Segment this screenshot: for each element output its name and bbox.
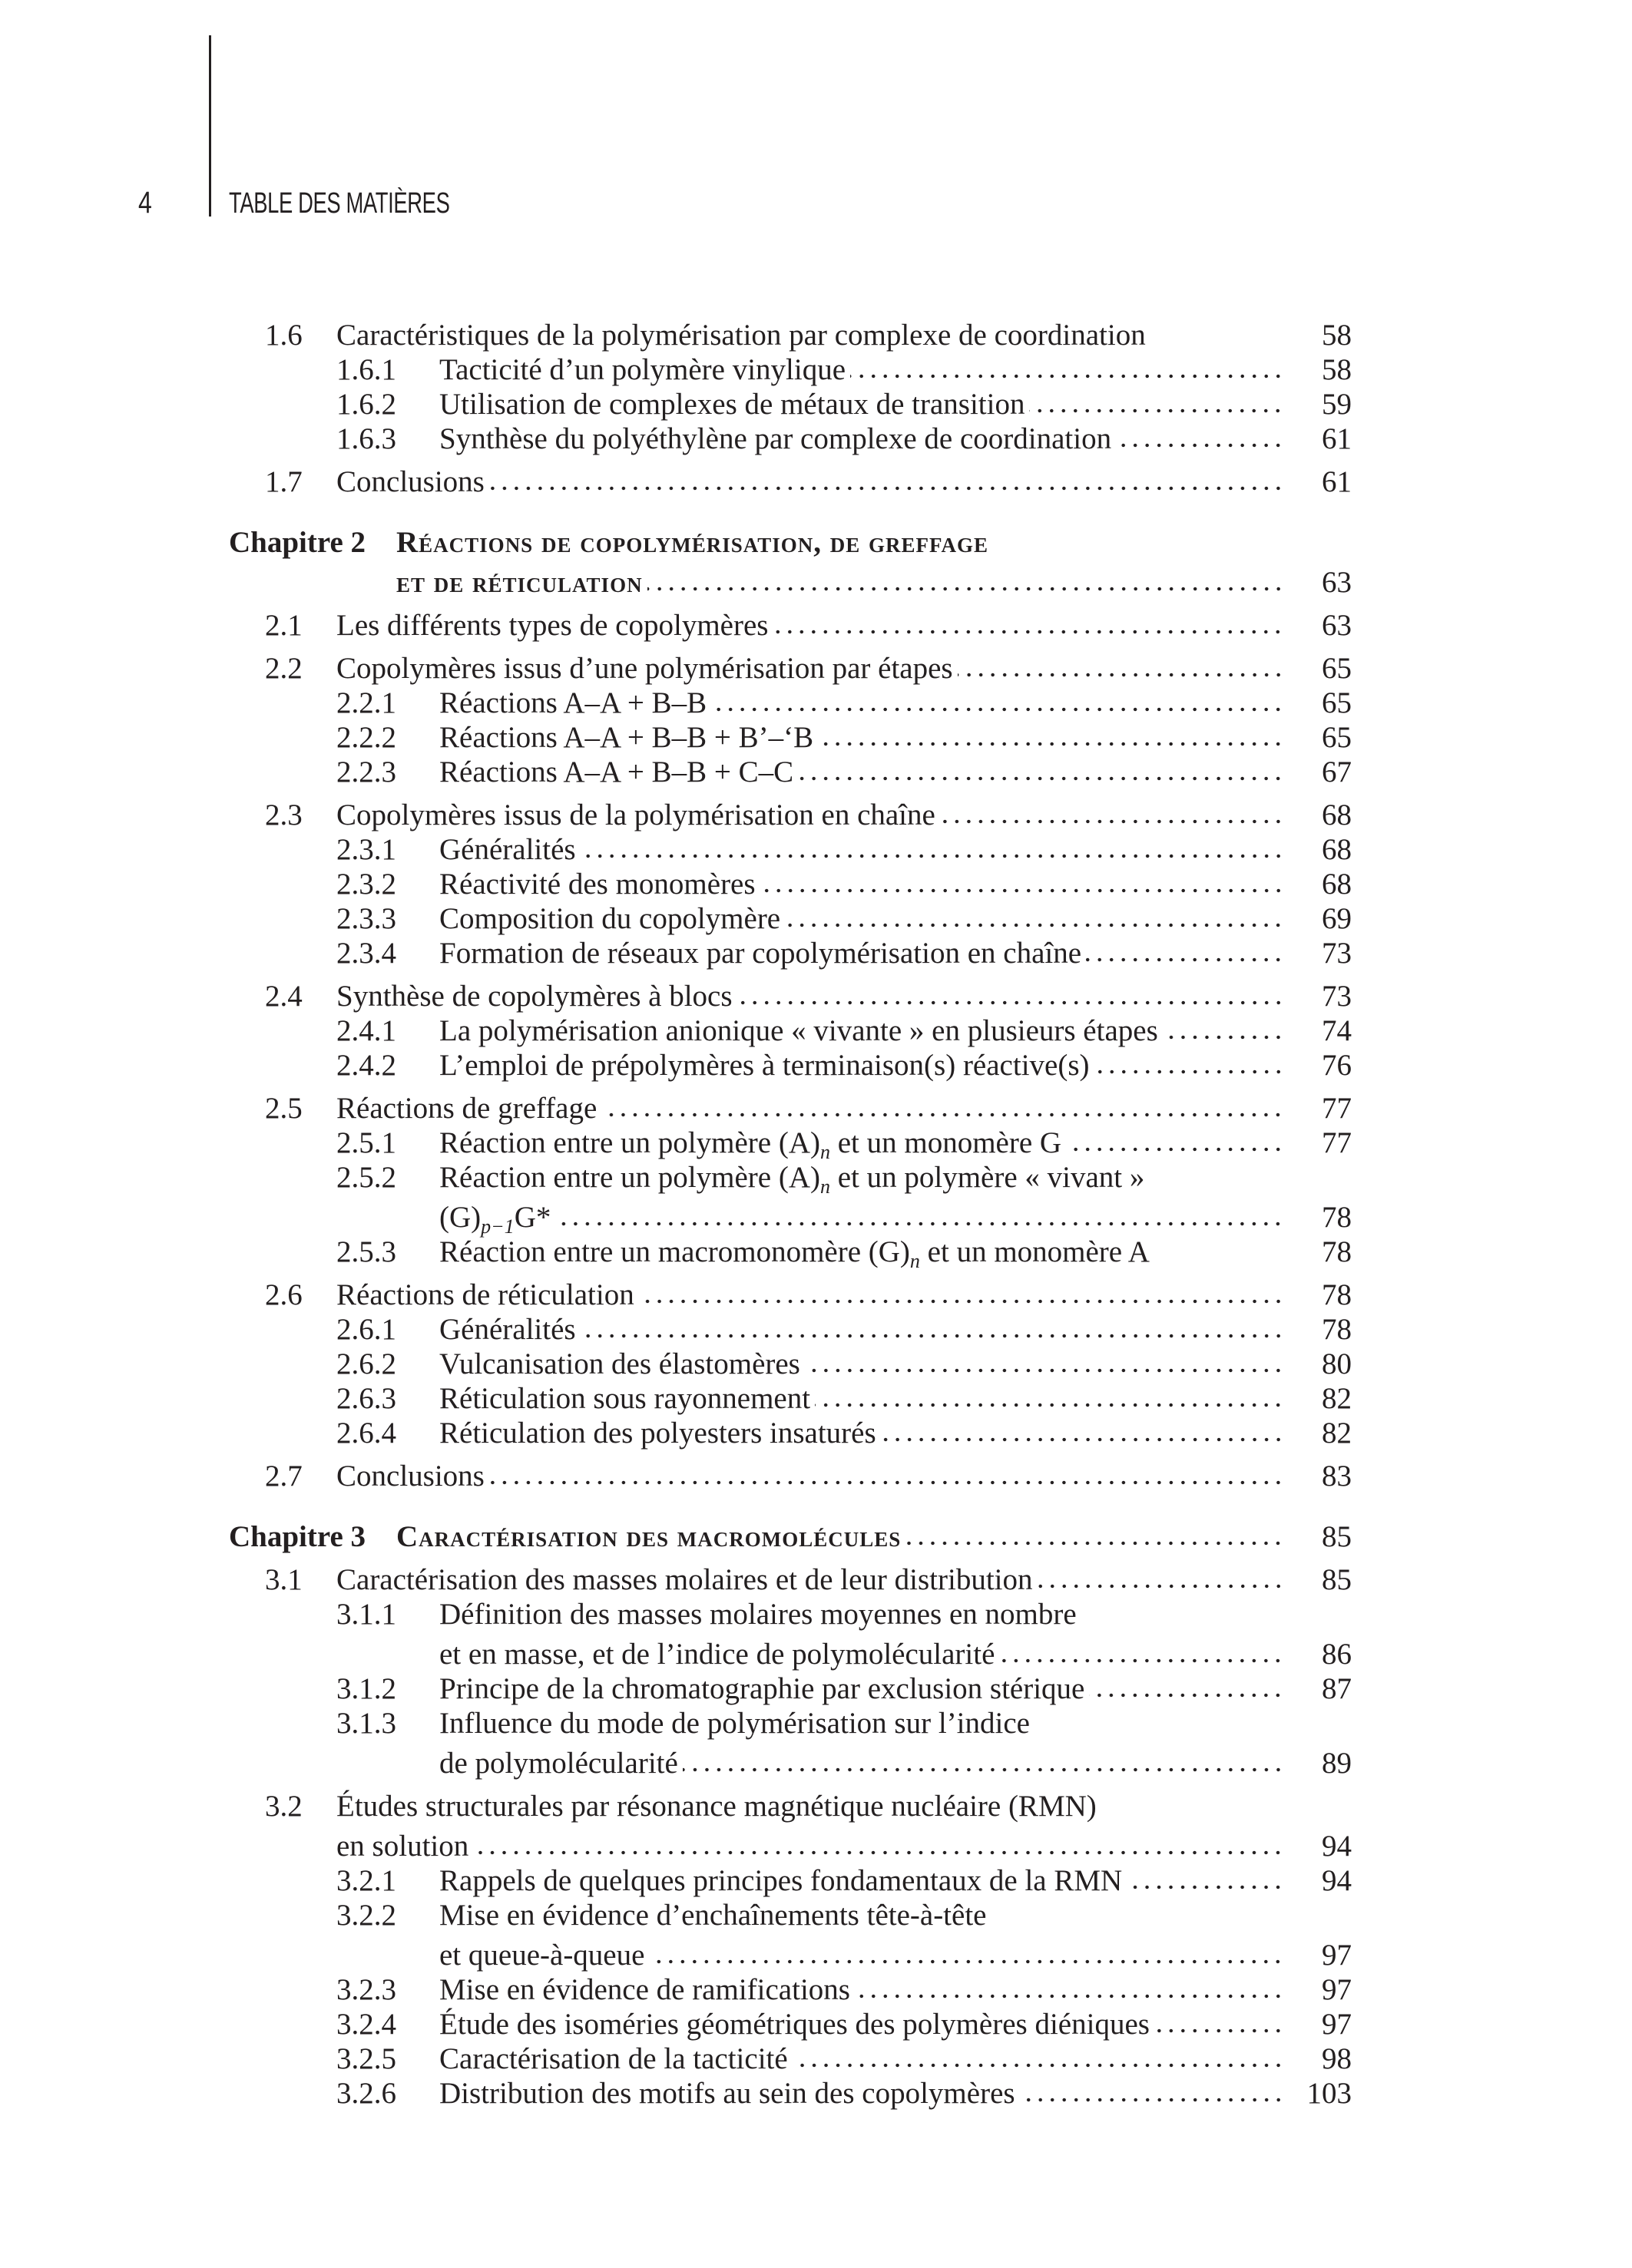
dot-leader — [711, 706, 1284, 712]
entry-page-number: 89 — [1322, 1747, 1352, 1780]
entry-page-number: 77 — [1322, 1126, 1352, 1159]
entry-number: 2.6.3 — [336, 1382, 396, 1415]
dot-leader — [805, 1367, 1284, 1374]
toc-entry-continuation[interactable] — [0, 560, 1352, 600]
entry-number: 2.3 — [265, 798, 303, 831]
entry-title: L’emploi de prépolymères à terminaison(s) réactive(s) — [439, 1049, 1090, 1082]
entry-title: Réactions de copolymérisation, de greffage — [396, 526, 989, 559]
dot-leader — [940, 818, 1284, 825]
entry-number: 3.2 — [265, 1790, 303, 1823]
entry-number: 1.6 — [265, 319, 303, 352]
dot-leader — [601, 1112, 1284, 1118]
entry-page-number: 98 — [1322, 2042, 1352, 2075]
dot-leader — [683, 1767, 1284, 1773]
dot-leader — [905, 1540, 1284, 1546]
entry-page-number: 73 — [1322, 937, 1352, 970]
toc-entry-subsection[interactable] — [0, 867, 1352, 901]
entry-page-number: 68 — [1322, 798, 1352, 831]
entry-title: Conclusions — [336, 1460, 485, 1493]
entry-page-number: 63 — [1322, 566, 1352, 599]
toc-entry-section[interactable] — [0, 1091, 1352, 1126]
toc-entry-subsection[interactable] — [0, 1381, 1352, 1416]
toc-entry-subsection[interactable] — [0, 2007, 1352, 2042]
dot-leader — [555, 1221, 1284, 1227]
entry-title: Réticulation des polyesters insaturés — [439, 1417, 876, 1450]
entry-number: 1.7 — [265, 465, 303, 498]
dot-leader — [798, 775, 1284, 782]
toc-entry-chapter[interactable] — [0, 525, 1352, 560]
toc-entry-subsection[interactable] — [0, 1312, 1352, 1347]
dot-leader — [773, 629, 1284, 635]
entry-title: Copolymères issus de la polymérisation en chaîne — [336, 798, 935, 831]
entry-title-continuation: $(G)_{p-1}G*$ — [439, 1201, 551, 1238]
entry-title: Réactions A–A + B–B + B’–‘B — [439, 721, 814, 754]
toc-entry-subsection[interactable] — [0, 1347, 1352, 1381]
toc-entry-section[interactable] — [0, 979, 1352, 1013]
entry-page-number: 97 — [1322, 1973, 1352, 2006]
entry-title: Utilisation de complexes de métaux de transition — [439, 388, 1025, 421]
dot-leader — [1086, 957, 1284, 963]
entry-number: 2.5 — [265, 1092, 303, 1125]
entry-number: 2.6.1 — [336, 1313, 396, 1346]
entry-title: Généralités — [439, 833, 576, 866]
dot-leader — [1116, 442, 1284, 448]
toc-entry-subsection[interactable] — [0, 1597, 1352, 1632]
entry-title: Formation de réseaux par copolymérisation en chaîne — [439, 937, 1082, 970]
entry-page-number: 77 — [1322, 1092, 1352, 1125]
toc-entry-chapter[interactable] — [0, 1519, 1352, 1554]
dot-leader — [1020, 2097, 1284, 2103]
dot-leader — [793, 2062, 1284, 2068]
toc-entry-subsection[interactable] — [0, 901, 1352, 936]
entry-page-number: 58 — [1322, 319, 1352, 352]
toc-entry-continuation[interactable] — [0, 1823, 1352, 1863]
toc-entry-subsection[interactable] — [0, 1706, 1352, 1741]
entry-title: Réactions de greffage — [336, 1092, 598, 1125]
toc-entry-section[interactable] — [0, 1459, 1352, 1493]
entry-number: 2.6.2 — [336, 1347, 396, 1380]
subscript: n — [909, 1250, 920, 1269]
entry-number: 2.2.3 — [336, 755, 396, 789]
entry-title: Étude des isoméries géométriques des polymères diéniques — [439, 2008, 1150, 2041]
toc-entry-subsection[interactable] — [0, 1160, 1352, 1195]
toc-entry-continuation[interactable] — [0, 1195, 1352, 1238]
toc-entry-subsection[interactable] — [0, 352, 1352, 387]
entry-number: 1.6.1 — [336, 353, 396, 386]
toc-entry-section[interactable] — [0, 1562, 1352, 1597]
entry-number: 2.3.3 — [336, 902, 396, 935]
toc-entry-subsection[interactable] — [0, 1126, 1352, 1160]
entry-title: Distribution des motifs au sein des copolymères — [439, 2077, 1015, 2110]
entry-number: 1.6.3 — [336, 422, 396, 455]
entry-title: Réaction entre un polymère $(A)_n$ et un polymère « vivant » — [439, 1160, 1144, 1195]
entry-number: 3.2.6 — [336, 2077, 396, 2110]
entry-title: Réactions de réticulation — [336, 1278, 634, 1311]
toc-entry-section[interactable] — [0, 651, 1352, 686]
entry-page-number: 85 — [1322, 1520, 1352, 1553]
page-number: 4 — [138, 186, 152, 220]
entry-title: Composition du copolymère — [439, 902, 781, 935]
dot-leader — [1150, 339, 1284, 345]
entry-page-number: 80 — [1322, 1347, 1352, 1380]
toc-entry-subsection[interactable] — [0, 387, 1352, 422]
entry-number: 2.5.3 — [336, 1235, 396, 1268]
toc-entry-subsection[interactable] — [0, 1671, 1352, 1706]
entry-title: Définition des masses molaires moyennes en nombre — [439, 1598, 1077, 1631]
entry-number: 2.6 — [265, 1278, 303, 1311]
entry-title: Réticulation sous rayonnement — [439, 1382, 811, 1415]
entry-number: 2.5.1 — [336, 1126, 396, 1159]
entry-page-number: 65 — [1322, 686, 1352, 719]
entry-page-number: 83 — [1322, 1460, 1352, 1493]
dot-leader — [958, 672, 1284, 678]
toc-entry-section[interactable] — [0, 318, 1352, 352]
toc-entry-section[interactable] — [0, 798, 1352, 832]
dot-leader — [1089, 1692, 1284, 1698]
dot-leader — [855, 1993, 1284, 1999]
entry-page-number: 68 — [1322, 833, 1352, 866]
table-of-contents — [0, 318, 1352, 2111]
entry-number: 3.2.4 — [336, 2008, 396, 2041]
dot-leader — [639, 1298, 1284, 1304]
entry-title: Vulcanisation des élastomères — [439, 1347, 800, 1380]
entry-number: 2.3.2 — [336, 868, 396, 901]
toc-entry-subsection[interactable] — [0, 1416, 1352, 1450]
dot-leader — [647, 586, 1284, 592]
entry-number: 2.4.1 — [336, 1014, 396, 1047]
entry-page-number: 73 — [1322, 980, 1352, 1013]
entry-page-number: 97 — [1322, 1939, 1352, 1972]
toc-entry-subsection[interactable] — [0, 755, 1352, 789]
entry-title: Généralités — [439, 1313, 576, 1346]
entry-title: Réaction entre un macromonomère $(G)_n$ et un monomère A — [439, 1235, 1150, 1269]
entry-title: Copolymères issus d’une polymérisation par étapes — [336, 652, 953, 685]
dot-leader — [1127, 1884, 1284, 1890]
entry-title: Principe de la chromatographie par exclusion stérique — [439, 1672, 1085, 1705]
entry-title: Mise en évidence d’enchaînements tête-à-tête — [439, 1899, 987, 1932]
entry-title-continuation: et queue-à-queue — [439, 1939, 645, 1972]
entry-title: Synthèse de copolymères à blocs — [336, 980, 733, 1013]
entry-title-continuation: de polymolécularité — [439, 1747, 678, 1780]
toc-entry-continuation[interactable] — [0, 1932, 1352, 1972]
entry-page-number: 61 — [1322, 465, 1352, 498]
dot-leader — [999, 1658, 1284, 1664]
entry-number: 2.4.2 — [336, 1049, 396, 1082]
entry-number: 3.2.1 — [336, 1864, 396, 1897]
entry-page-number: 67 — [1322, 755, 1352, 789]
dot-leader — [1094, 1069, 1285, 1075]
entry-number: 2.3.1 — [336, 833, 396, 866]
entry-page-number: 78 — [1322, 1313, 1352, 1346]
entry-number: 2.6.4 — [336, 1417, 396, 1450]
entry-title: La polymérisation anionique « vivante » en plusieurs étapes — [439, 1014, 1158, 1047]
entry-page-number: 82 — [1322, 1382, 1352, 1415]
dot-leader — [581, 853, 1284, 859]
dot-leader — [473, 1850, 1284, 1856]
dot-leader — [1154, 1255, 1284, 1261]
entry-number: 3.1.1 — [336, 1598, 396, 1631]
dot-leader — [850, 373, 1284, 379]
entry-page-number: 85 — [1322, 1563, 1352, 1596]
entry-number: 3.2.3 — [336, 1973, 396, 2006]
dot-leader — [881, 1437, 1284, 1443]
entry-page-number: 78 — [1322, 1201, 1352, 1234]
entry-page-number: 78 — [1322, 1235, 1352, 1268]
entry-title: Mise en évidence de ramifications — [439, 1973, 850, 2006]
entry-number: 2.7 — [265, 1460, 303, 1493]
entry-title: Caractérisation des masses molaires et de leur distribution — [336, 1563, 1033, 1596]
entry-page-number: 59 — [1322, 388, 1352, 421]
entry-page-number: 65 — [1322, 652, 1352, 685]
entry-number: Chapitre 3 — [229, 1520, 366, 1553]
toc-entry-subsection[interactable] — [0, 1013, 1352, 1048]
toc-entry-subsection[interactable] — [0, 720, 1352, 755]
entry-title: Réaction entre un polymère $(A)_n$ et un monomère G — [439, 1126, 1061, 1160]
entry-title: Études structurales par résonance magnétique nucléaire (RMN) — [336, 1790, 1097, 1823]
entry-number: 2.5.2 — [336, 1161, 396, 1194]
toc-entry-subsection[interactable] — [0, 686, 1352, 720]
dot-leader — [1163, 1034, 1284, 1040]
dot-leader — [1029, 408, 1284, 414]
toc-entry-subsection[interactable] — [0, 1048, 1352, 1083]
toc-entry-subsection[interactable] — [0, 1898, 1352, 1932]
entry-page-number: 61 — [1322, 422, 1352, 455]
dot-leader — [785, 922, 1284, 928]
subscript: p−1 — [481, 1215, 515, 1238]
entry-title-continuation: et en masse, et de l’indice de polymolécularité — [439, 1638, 995, 1671]
entry-title-continuation: et de réticulation — [396, 566, 643, 599]
entry-number: 2.4 — [265, 980, 303, 1013]
entry-title: Caractérisation des macromolécules — [396, 1520, 902, 1553]
entry-title: Réactivité des monomères — [439, 868, 756, 901]
entry-title: Synthèse du polyéthylène par complexe de coordination — [439, 422, 1112, 455]
entry-title: Influence du mode de polymérisation sur l’indice — [439, 1707, 1030, 1740]
toc-entry-subsection[interactable] — [0, 1863, 1352, 1898]
subscript: n — [819, 1175, 830, 1195]
entry-page-number: 76 — [1322, 1049, 1352, 1082]
dot-leader — [1154, 2028, 1284, 2034]
entry-number: 1.6.2 — [336, 388, 396, 421]
toc-entry-subsection[interactable] — [0, 2076, 1352, 2111]
entry-title-continuation: en solution — [336, 1830, 469, 1863]
toc-entry-section[interactable] — [0, 1789, 1352, 1823]
dot-leader — [1038, 1583, 1284, 1589]
dot-leader — [818, 741, 1284, 747]
entry-page-number: 97 — [1322, 2008, 1352, 2041]
entry-number: 2.3.4 — [336, 937, 396, 970]
toc-entry-subsection[interactable] — [0, 832, 1352, 867]
entry-page-number: 69 — [1322, 902, 1352, 935]
entry-number: 3.2.2 — [336, 1899, 396, 1932]
dot-leader — [489, 485, 1284, 491]
entry-page-number: 65 — [1322, 721, 1352, 754]
header-rule — [209, 35, 211, 217]
dot-leader — [737, 1000, 1284, 1006]
entry-number: 3.1.3 — [336, 1707, 396, 1740]
entry-page-number: 86 — [1322, 1638, 1352, 1671]
toc-entry-section[interactable] — [0, 608, 1352, 643]
entry-page-number: 94 — [1322, 1864, 1352, 1897]
entry-title: Tacticité d’un polymère vinylique — [439, 353, 846, 386]
entry-title: Caractérisation de la tacticité — [439, 2042, 788, 2075]
toc-entry-section[interactable] — [0, 1278, 1352, 1312]
entry-title: Réactions A–A + B–B — [439, 686, 707, 719]
entry-title: Caractéristiques de la polymérisation par complexe de coordination — [336, 319, 1146, 352]
entry-number: Chapitre 2 — [229, 526, 366, 559]
subscript: n — [819, 1141, 830, 1160]
toc-entry-subsection[interactable] — [0, 936, 1352, 970]
entry-page-number: 58 — [1322, 353, 1352, 386]
toc-entry-subsection[interactable] — [0, 2042, 1352, 2076]
toc-entry-section[interactable] — [0, 465, 1352, 499]
toc-entry-subsection[interactable] — [0, 422, 1352, 456]
toc-entry-subsection[interactable] — [0, 1972, 1352, 2007]
running-title: TABLE DES MATIÈRES — [229, 187, 450, 220]
entry-page-number: 74 — [1322, 1014, 1352, 1047]
entry-number: 2.2.1 — [336, 686, 396, 719]
dot-leader — [1066, 1146, 1284, 1152]
toc-entry-continuation[interactable] — [0, 1632, 1352, 1671]
entry-title: Rappels de quelques principes fondamentaux de la RMN — [439, 1864, 1123, 1897]
entry-page-number: 68 — [1322, 868, 1352, 901]
entry-page-number: 82 — [1322, 1417, 1352, 1450]
entry-number: 2.2.2 — [336, 721, 396, 754]
entry-number: 3.1.2 — [336, 1672, 396, 1705]
dot-leader — [489, 1479, 1284, 1486]
entry-page-number: 103 — [1306, 2077, 1352, 2110]
toc-entry-continuation[interactable] — [0, 1741, 1352, 1780]
dot-leader — [760, 888, 1284, 894]
entry-page-number: 63 — [1322, 609, 1352, 642]
entry-title: Les différents types de copolymères — [336, 609, 769, 642]
dot-leader — [581, 1333, 1284, 1339]
toc-entry-subsection[interactable] — [0, 1235, 1352, 1269]
entry-title: Conclusions — [336, 465, 485, 498]
dot-leader — [815, 1402, 1284, 1408]
entry-number: 2.1 — [265, 609, 303, 642]
entry-page-number: 78 — [1322, 1278, 1352, 1311]
entry-number: 3.2.5 — [336, 2042, 396, 2075]
dot-leader — [649, 1959, 1284, 1965]
entry-number: 3.1 — [265, 1563, 303, 1596]
entry-page-number: 87 — [1322, 1672, 1352, 1705]
entry-page-number: 94 — [1322, 1830, 1352, 1863]
entry-number: 2.2 — [265, 652, 303, 685]
entry-title: Réactions A–A + B–B + C–C — [439, 755, 794, 789]
